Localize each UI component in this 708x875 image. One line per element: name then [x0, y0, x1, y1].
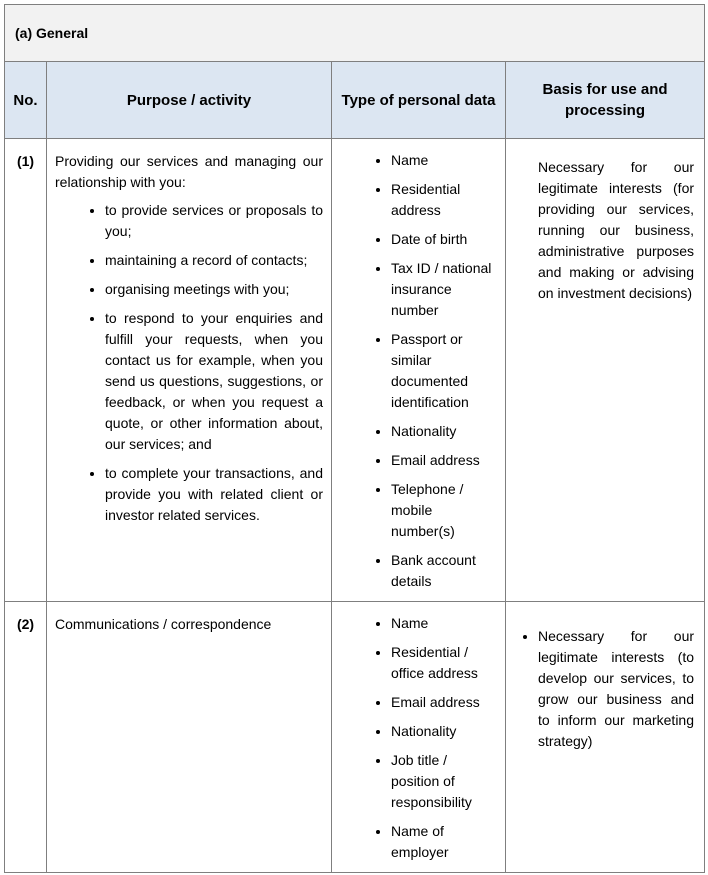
list-item: • Name: [391, 613, 496, 634]
basis-text: Necessary for our legitimate interests (for providing our services, running our business, administrative purposes and making or advising on investment decisions): [538, 159, 695, 301]
header-types: Type of personal data: [332, 62, 506, 139]
purpose-cell: [47, 602, 332, 873]
types-list: [333, 613, 504, 863]
header-no: No.: [5, 62, 47, 139]
table-row: [5, 602, 705, 873]
list-item: • Residential / office address: [391, 642, 496, 684]
section-title: (a) General: [5, 5, 705, 62]
list-item: • Date of birth: [391, 229, 496, 250]
purpose-cell: [47, 139, 332, 602]
basis-cell: [506, 139, 705, 602]
list-item: • Job title / position of responsibility: [391, 750, 496, 813]
list-item: • Email address: [391, 692, 496, 713]
table-row: [5, 139, 705, 602]
list-item: • Nationality: [391, 421, 496, 442]
header-basis: Basis for use and processing: [506, 62, 705, 139]
list-item: • Telephone / mobile number(s): [391, 479, 496, 542]
purpose-intro: Providing our services and managing our relationship with you:: [55, 153, 323, 190]
types-cell: [332, 602, 506, 873]
list-item: • Tax ID / national insurance number: [391, 258, 496, 321]
list-item: • Bank account details: [391, 550, 496, 592]
basis-cell: [506, 602, 705, 873]
personal-data-table: [4, 4, 705, 873]
purpose-list: [55, 200, 323, 526]
list-item: • Nationality: [391, 721, 496, 742]
section-header-row: [5, 5, 705, 62]
list-item: • Passport or similar documented identification: [391, 329, 496, 413]
list-item: • Email address: [391, 450, 496, 471]
purpose-intro: Communications / correspondence: [55, 616, 272, 632]
list-item: • to provide services or proposals to you;: [105, 200, 323, 242]
list-item: • Name of employer: [391, 821, 496, 863]
list-item: • maintaining a record of contacts;: [105, 250, 323, 271]
basis-list: [514, 626, 694, 752]
list-item: • Residential address: [391, 179, 496, 221]
row-number: (2): [5, 602, 47, 873]
types-cell: [332, 139, 506, 602]
list-item: • Necessary for our legitimate interests (to develop our services, to grow our business and to inform our marketing strategy): [538, 626, 694, 752]
list-item: • to respond to your enquiries and fulfill your requests, when you contact us for example, when you send us questions, suggestions, or feedback, or when you request a quote, or other information about, our services; and: [105, 308, 323, 455]
row-number: (1): [5, 139, 47, 602]
header-purpose: Purpose / activity: [47, 62, 332, 139]
list-item: • Name: [391, 150, 496, 171]
list-item: • to complete your transactions, and provide you with related client or investor related services.: [105, 463, 323, 526]
column-header-row: [5, 62, 705, 139]
types-list: [333, 150, 504, 592]
list-item: • organising meetings with you;: [105, 279, 323, 300]
